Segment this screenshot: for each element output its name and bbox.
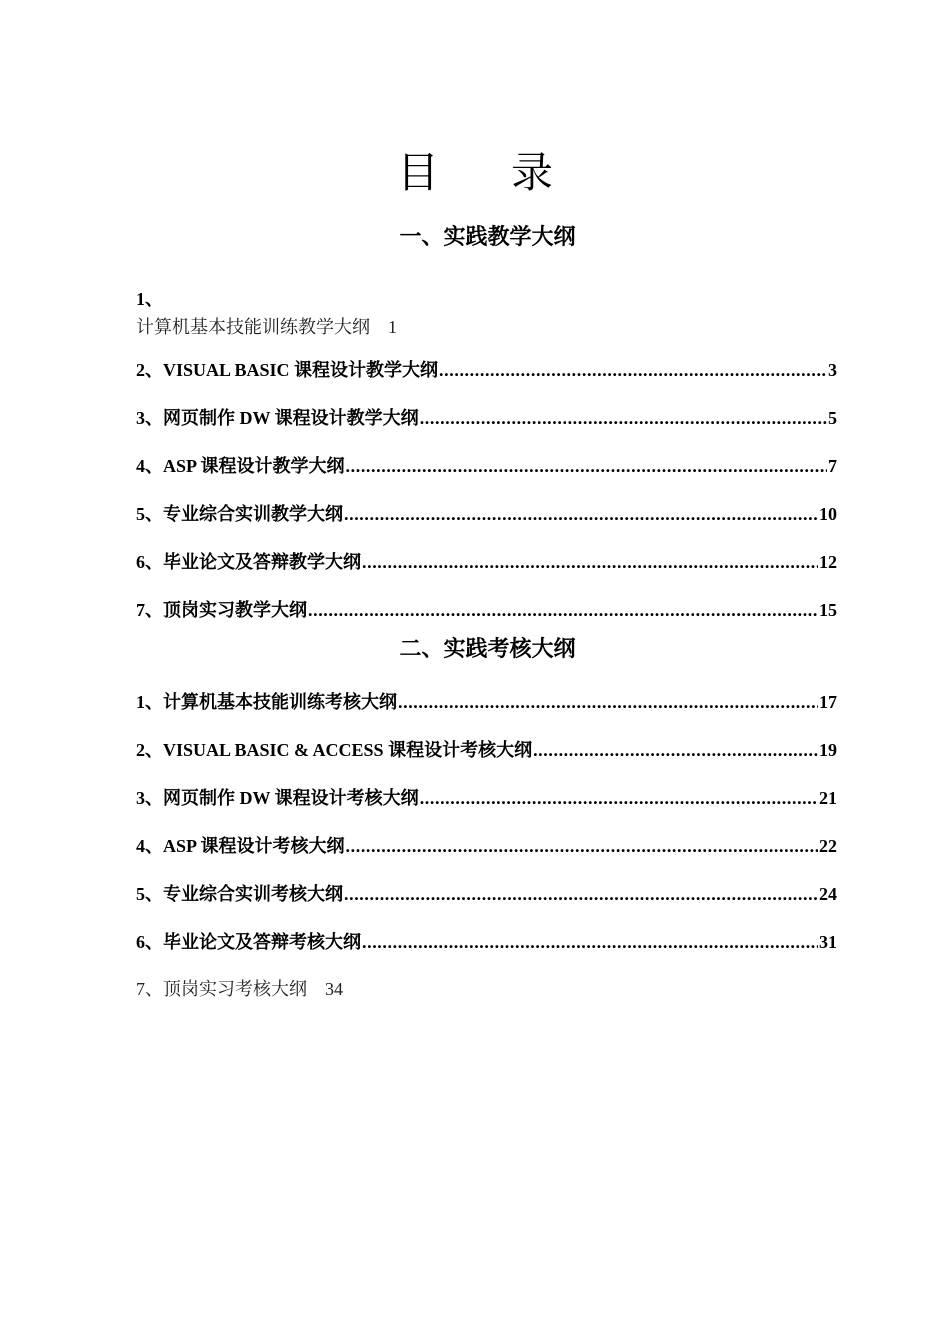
toc-entry-page: 5 [828,408,837,428]
toc-entry-label: 5、专业综合实训教学大纲 [136,504,343,524]
toc-entry-page: 21 [819,788,837,808]
toc-entry-page: 1 [388,317,397,337]
title-char-right: 录 [511,151,554,197]
toc-entry-page: 19 [819,740,837,760]
dot-leader [533,737,818,763]
page-title [0,146,950,202]
toc-entry[interactable] [136,501,837,527]
toc-entry-number: 1、 [136,289,163,309]
dot-leader [362,549,818,575]
dot-leader [344,501,818,527]
toc-entry-plain[interactable] [136,314,397,340]
toc-entry-page: 17 [819,692,837,712]
toc-entry-page: 24 [819,884,837,904]
toc-entry-label: 5、专业综合实训考核大纲 [136,884,343,904]
toc-entry[interactable] [136,357,837,383]
section-heading-teaching: 一、实践教学大纲 [399,224,576,249]
toc-entry-page: 12 [819,552,837,572]
toc-entry-label: 3、网页制作 DW 课程设计考核大纲 [136,788,419,808]
dot-leader [344,881,818,907]
toc-entry-page: 22 [819,836,837,856]
toc-entry[interactable] [136,881,837,907]
dot-leader [439,357,827,383]
toc-entry-label: 1、计算机基本技能训练考核大纲 [136,692,397,712]
toc-entry[interactable] [136,785,837,811]
toc-entry-label: 4、ASP 课程设计考核大纲 [136,836,345,856]
dot-leader [362,929,818,955]
toc-entry-page: 34 [325,979,343,999]
toc-entry[interactable] [136,737,837,763]
dot-leader [346,453,827,479]
dot-leader [346,833,818,859]
toc-entry-page: 15 [819,600,837,620]
toc-entry-page: 31 [819,932,837,952]
toc-entry[interactable] [136,833,837,859]
toc-entry-label: 6、毕业论文及答辩考核大纲 [136,932,361,952]
dot-leader [308,597,818,623]
toc-entry-page: 7 [828,456,837,476]
toc-entry-label: 2、VISUAL BASIC & ACCESS 课程设计考核大纲 [136,740,533,760]
toc-entry-page: 10 [819,504,837,524]
dot-leader [420,405,827,431]
toc-entry[interactable] [136,549,837,575]
toc-entry-label: 3、网页制作 DW 课程设计教学大纲 [136,408,419,428]
title-char-left: 目 [396,151,439,197]
toc-entry[interactable] [136,689,837,715]
toc-entry-label: 7、顶岗实习考核大纲 [136,979,307,999]
toc-entry-page: 3 [828,360,837,380]
dot-leader [420,785,818,811]
toc-entry-label: 计算机基本技能训练教学大纲 [136,317,370,337]
toc-entry-label: 6、毕业论文及答辩教学大纲 [136,552,361,572]
toc-entry-label: 7、顶岗实习教学大纲 [136,600,307,620]
toc-entry[interactable] [136,929,837,955]
toc-entry-plain[interactable] [136,976,343,1002]
section-heading-assessment: 二、实践考核大纲 [399,636,576,661]
dot-leader [398,689,818,715]
toc-entry[interactable] [136,597,837,623]
toc-entry[interactable] [136,405,837,431]
toc-entry[interactable] [136,453,837,479]
toc-entry-label: 2、VISUAL BASIC 课程设计教学大纲 [136,360,439,380]
toc-entry-label: 4、ASP 课程设计教学大纲 [136,456,345,476]
